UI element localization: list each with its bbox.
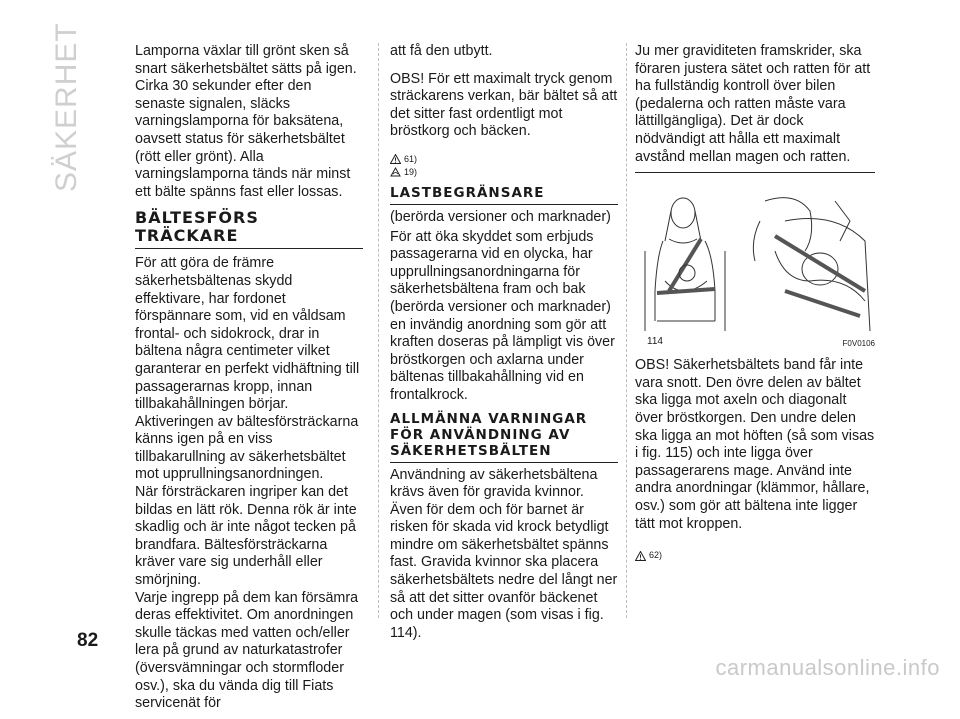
paragraph: (berörda versioner och marknader)	[390, 208, 611, 225]
caution-reference	[390, 166, 618, 179]
column-2	[390, 43, 618, 648]
page-number: 82	[77, 630, 99, 651]
column-divider	[626, 43, 627, 618]
caution-reference-number: 19)	[404, 166, 418, 177]
paragraph: Ju mer graviditeten framskrider, ska föraren justera sätet och ratten för att ha fullständig kontroll över bilen (pedalerna och ratten måste vara lättillgängliga). Det är dock nödvändigt att hålla ett maximalt avstånd mellan magen och ratten.	[635, 43, 871, 165]
paragraph: OBS! För ett maximalt tryck genom sträckarens verkan, bär bältet så att det sitter fast ordentligt mot bröstkorg och bäcken.	[390, 70, 618, 140]
section-title-text: SÄKERHET	[50, 22, 83, 192]
warning-triangle-icon	[635, 551, 646, 561]
paragraph: För att öka skyddet som erbjuds passagerarna vid en olycka, har upprullningsanordningarna för säkerhetsbältena fram och bak (berörda versioner och marknader) en invändig anordning som gör att kraften doseras på lämpligt vis över bröstkorgen och axlarna under bältenas tillbakahållning vid en frontalkrock.	[390, 228, 615, 403]
warning-triangle-icon	[390, 154, 401, 164]
figure-code: F0V0106	[842, 339, 875, 349]
heading-general-warnings: ALLMÄNNA VARNINGAR FÖR ANVÄNDNING AV SÄKERHETSBÄLTEN	[390, 411, 618, 463]
column-3	[635, 43, 875, 562]
column-divider	[378, 43, 379, 618]
paragraph: När försträckaren ingriper kan det bildas en lätt rök. Denna rök är inte skadlig och är inte något tecken på brandfara. Bältesförsträckarna kräver vare sig underhåll eller smörjning.	[135, 484, 357, 589]
column-1	[135, 43, 363, 719]
watermark: carmanualsonline.info	[715, 655, 940, 680]
caution-icon	[390, 167, 401, 177]
paragraph: Lamporna växlar till grönt sken så snart säkerhetsbältet sätts på igen. Cirka 30 sekunder efter den senaste signalen, släcks varningslamporna för baksätena, oavsett status för säkerhetsbältet (rött eller grönt). Alla varningslamporna tänds när minst ett bälte spänns fast eller lossas.	[135, 43, 357, 200]
paragraph: OBS! Säkerhetsbältets band får inte vara snott. Den övre delen av bältet ska ligga mot axeln och diagonalt över bröstkorgen. Den undre delen ska ligga an mot höften (så som visas i fig. 115) och inte ligga över passagerarens mage. Använd inte andra anordningar (klämmor, hållare, osv.) som gör att bältena inte ligger tätt mot kroppen.	[635, 357, 875, 532]
paragraph: Varje ingrepp på dem kan försämra deras effektivitet. Om anordningen skulle täckas med vatten och/eller lera på grund av naturkatastrofer (översvämningar och stormfloder osv.), ska du vända dig till Fiats servicenät för	[135, 589, 359, 712]
heading-load-limiter: LASTBEGRÄNSARE	[390, 185, 618, 205]
figure-114	[635, 172, 875, 351]
heading-pretensioners: BÄLTESFÖRS TRÄCKARE	[135, 209, 363, 249]
figure-number: 114	[647, 336, 663, 348]
paragraph: att få den utbytt.	[390, 43, 493, 59]
section-title	[50, 22, 110, 192]
paragraph: För att göra de främre säkerhetsbältenas skydd effektivare, har fordonet förspännare som, vid en våldsam frontal- och sidokrock, drar in bältena några centimeter vilket garanterar en perfekt vidhäftning till passagerarnas kropp, innan tillbakahållningen börjar.	[135, 255, 360, 413]
paragraph: Aktiveringen av bältesförsträckarna känns igen på en viss tillbakarullning av säkerhetsbältet mot upprullningsanordningen.	[135, 413, 359, 483]
warning-reference	[390, 153, 618, 166]
warning-reference-number: 61)	[404, 153, 418, 164]
warning-reference	[635, 549, 875, 562]
paragraph: Användning av säkerhetsbältena krävs även för gravida kvinnor. Även för dem och för barnet är risken för skada vid krock betydligt mindre om säkerhetsbältet spänns fast. Gravida kvinnor ska placera säkerhetsbältets nedre del långt ner så att det sitter ovanför bäckenet och under magen (som visas i fig. 114).	[390, 466, 618, 641]
warning-reference-number: 62)	[649, 549, 663, 560]
pregnant-woman-seatbelt-illustration	[635, 181, 875, 333]
